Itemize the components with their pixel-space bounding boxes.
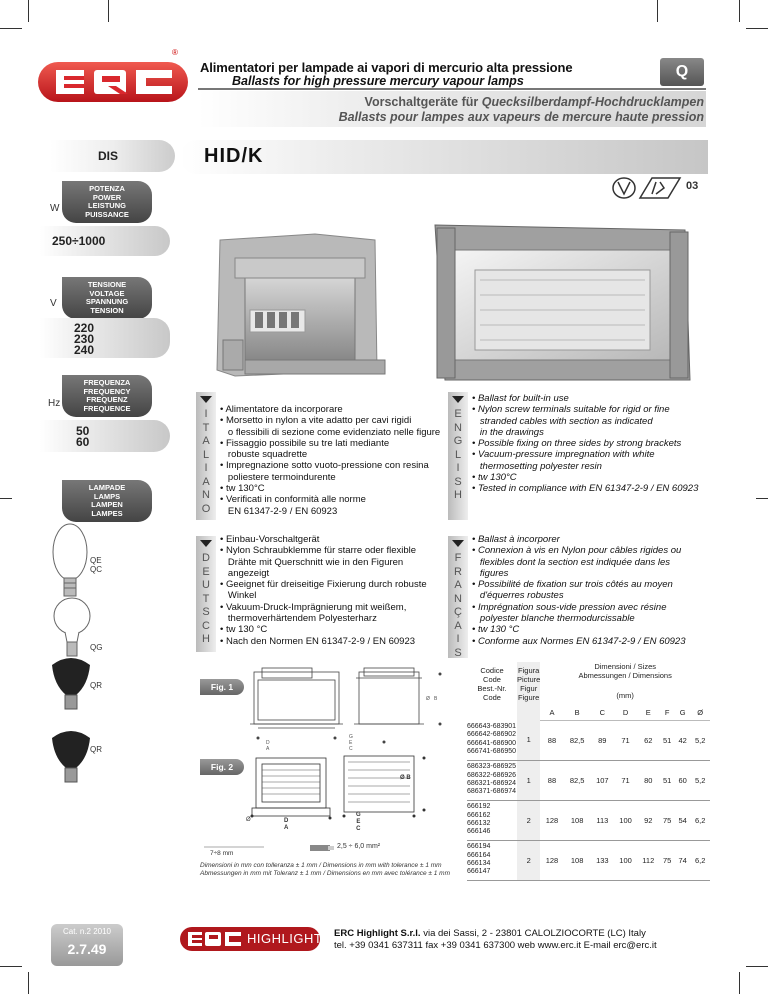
text-line: in the drawings — [472, 426, 544, 438]
dimension-value: 5,2 — [690, 720, 710, 760]
dimension-value: 107 — [591, 760, 614, 800]
power-label: POTENZA POWER LEISTUNG PUISSANCE — [62, 181, 152, 223]
dimension-value: 71 — [614, 760, 637, 800]
text-line: poliestere termoindurente — [220, 471, 336, 483]
dimension-value: 54 — [675, 800, 690, 840]
text-line: • Verificati in conformità alle norme — [220, 494, 366, 506]
frequency-unit: Hz — [48, 398, 61, 409]
lamp-reflector-icon — [50, 655, 92, 715]
fig2-label-da: D A — [284, 818, 289, 831]
page-number: 2.7.49 — [67, 941, 107, 957]
figure-number: 1 — [517, 760, 540, 800]
text-line: d'équerres robustes — [472, 590, 564, 602]
text-line: • Ballast à incorporer — [472, 534, 560, 545]
text-line: stranded cables with section as indicated — [472, 415, 653, 427]
figure-number: 2 — [517, 800, 540, 840]
power-value: 250÷1000 — [52, 234, 106, 248]
text-line: Winkel — [220, 590, 257, 602]
product-code: 686322-686926 — [467, 771, 517, 779]
header-code: Codice Code Best.-Nr. Code — [477, 666, 507, 702]
dimension-value: 88 — [540, 720, 563, 760]
product-code: 666134 — [467, 860, 491, 867]
dimension-value: 100 — [614, 800, 637, 840]
q-badge: Q — [660, 58, 704, 86]
product-code: 666741-686950 — [467, 748, 517, 756]
text-line: • Impregnazione sotto vuoto-pressione con resina — [220, 460, 429, 472]
dimension-value: 71 — [614, 720, 637, 760]
text-line: • Possibilité de fixation sur trois côtés au moyen — [472, 579, 673, 591]
language-tab-fr: F R A N Ç A I S — [448, 536, 468, 658]
product-code: 666146 — [467, 828, 491, 836]
product-code: 666192 — [467, 803, 491, 811]
lamp-ellipsoid-icon — [50, 520, 90, 600]
text-line: EN 61347-2-9 / EN 60923 — [220, 505, 338, 517]
dimension-value: 133 — [591, 840, 614, 880]
lamp-codes-4: QR — [90, 745, 102, 754]
product-band — [180, 140, 708, 174]
fig2-label-b: Ø B — [400, 775, 411, 781]
logo-highlight-text: HIGHLIGHT — [247, 931, 323, 946]
text-line: • Nylon screw terminals suitable for rigid or fine — [472, 404, 670, 416]
dimension-value: 75 — [659, 800, 674, 840]
dimension-value: 60 — [675, 760, 690, 800]
lamp-reflector-icon — [50, 728, 92, 788]
column-header: G — [675, 706, 690, 720]
erc-logo — [38, 58, 188, 106]
dimension-value: 80 — [637, 760, 659, 800]
text-line: • tw 130 °C — [472, 624, 520, 636]
strip-length: 7÷8 mm — [210, 850, 234, 857]
product-code: 666147 — [467, 868, 491, 876]
text-line: • tw 130°C — [220, 483, 265, 495]
dimension-value: 88 — [540, 760, 563, 800]
fig2-label-phi: Ø — [246, 817, 251, 823]
text-line: flexibles dont la section est indiquée dans les — [472, 556, 671, 568]
text-line: • Vakuum-Druck-Imprägnierung mit weißem, — [220, 601, 407, 613]
lamp-codes-1: QE QC — [90, 556, 102, 574]
table-row — [467, 760, 710, 800]
text-line: • Tested in compliance with EN 61347-2-9 / EN 60923 — [472, 483, 699, 495]
text-line: • Possible fixing on three sides by strong brackets — [472, 438, 682, 450]
text-line: • Nach den Normen EN 61347-2-9 / EN 60923 — [220, 635, 416, 647]
fig2-label: Fig. 2 — [200, 759, 244, 775]
text-line: • Vacuum-pressure impregnation with white — [472, 449, 655, 461]
header-unit: (mm) — [616, 690, 634, 700]
text-english — [472, 393, 698, 495]
frequency-label: FREQUENZA FREQUENCY FREQUENZ FREQUENCE — [62, 375, 152, 417]
text-line: • Imprégnation sous-vide pression avec résine — [472, 601, 667, 613]
text-line: o flessibili di sezione come evidenziato nelle figure — [220, 426, 441, 438]
product-photo — [205, 220, 695, 385]
title-italian: Alimentatori per lampade ai vapori di mercurio alta pressione — [200, 60, 573, 75]
text-line: • Connexion à vis en Nylon pour câbles rigides ou — [472, 545, 682, 557]
voltage-values: 220 230 240 — [74, 321, 95, 357]
dimension-value: 42 — [675, 720, 690, 760]
catalog-number: Cat. n.2 2010 — [62, 927, 112, 936]
text-line: robuste squadrette — [220, 449, 308, 461]
column-header: F — [659, 706, 674, 720]
text-line: • Geeignet für dreiseitige Fixierung durch robuste — [220, 579, 427, 591]
dimension-value: 75 — [659, 840, 674, 880]
dimension-value: 82,5 — [564, 760, 591, 800]
product-code: 686321-686924 — [467, 780, 517, 787]
text-line: thermoverhärtendem Polyesterharz — [220, 613, 377, 625]
cable-section: 2,5 ÷ 6,0 mm² — [337, 843, 381, 850]
product-code: 666194 — [467, 843, 491, 851]
cable-icon — [310, 842, 334, 854]
cert-number: 03 — [686, 180, 699, 192]
dimension-value: 74 — [675, 840, 690, 880]
svg-text:E: E — [349, 740, 353, 746]
product-code: 666162 — [467, 811, 491, 819]
power-unit: W — [50, 203, 60, 214]
lamp-codes-2: QG — [90, 643, 103, 652]
text-line: • Fissaggio possibile su tre lati mediante — [220, 437, 390, 449]
fig1-label: Fig. 1 — [200, 679, 244, 695]
header-dimensions: Dimensioni / Sizes Abmessungen / Dimensions — [578, 662, 672, 680]
text-italian — [220, 404, 440, 517]
dimension-value: 108 — [564, 840, 591, 880]
column-header: B — [564, 706, 591, 720]
text-line: • tw 130°C — [472, 472, 517, 484]
dimension-value: 62 — [637, 720, 659, 760]
dimension-value: 128 — [540, 840, 563, 880]
text-line: • Ballast for built-in use — [472, 393, 569, 404]
product-name: HID/K — [204, 145, 264, 167]
dimension-value: 5,2 — [690, 760, 710, 800]
column-header: Ø — [690, 706, 710, 720]
product-code: 686371-686974 — [467, 788, 517, 796]
dimension-value: 92 — [637, 800, 659, 840]
dimension-value: 51 — [659, 760, 674, 800]
figure-number: 1 — [517, 720, 540, 760]
frequency-values: 50 60 — [76, 424, 90, 449]
table-row — [467, 800, 710, 840]
text-line: figures — [472, 567, 509, 579]
column-header: E — [637, 706, 659, 720]
svg-text:A: A — [266, 746, 270, 752]
text-line: • Nylon Schraubklemme für starre oder flexible — [220, 545, 417, 557]
lamp-codes-3: QR — [90, 681, 102, 690]
figure-number: 2 — [517, 840, 540, 880]
dimensions-table — [467, 662, 710, 881]
text-french — [472, 534, 686, 647]
tolerance-note-2: Abmessungen in mm mit Toleranz ± 1 mm / Dimensions en mm avec tolérance ± 1 mm — [200, 870, 451, 877]
fig1-drawing — [244, 666, 464, 752]
lamps-label: LAMPADE LAMPS LAMPEN LAMPES — [62, 480, 152, 522]
language-tab-de: D E U T S C H — [196, 536, 216, 652]
product-code: 666643-683901 — [467, 723, 517, 731]
title-german: Vorschaltgeräte für Quecksilberdampf-Hochdrucklampen — [364, 95, 704, 109]
column-header: A — [540, 706, 563, 720]
svg-text:Ø: Ø — [426, 696, 430, 702]
language-tab-it: I T A L I A N O — [196, 392, 216, 520]
text-line: • Alimentatore da incorporare — [220, 404, 343, 415]
svg-text:B: B — [434, 696, 438, 702]
column-header: D — [614, 706, 637, 720]
dimension-value: 6,2 — [690, 800, 710, 840]
company-info: ERC Highlight S.r.l. via dei Sassi, 2 - 23801 CALOLZIOCORTE (LC) Italy tel. +39 0341 637311 fax +39 0341 637300 web www.erc.it E-mail erc@erc.it — [334, 928, 657, 951]
fig2-label-gec: G E C — [356, 812, 361, 832]
text-line: • tw 130 °C — [220, 624, 268, 636]
table-row — [467, 840, 710, 880]
text-line: • Morsetto in nylon a vite adatto per cavi rigidi — [220, 415, 412, 427]
dimension-value: 6,2 — [690, 840, 710, 880]
svg-text:D: D — [266, 740, 270, 746]
text-line: polyester blanche thermodurcissable — [472, 613, 635, 625]
title-english: Ballasts for high pressure mercury vapour lamps — [232, 74, 524, 88]
text-line: Drähte mit Querschnitt wie in den Figuren — [220, 556, 404, 568]
product-code: 686323-686925 — [467, 763, 517, 771]
title-french: Ballasts pour lampes aux vapeurs de mercure haute pression — [338, 110, 704, 124]
dis-band: DIS — [50, 140, 175, 172]
dimension-value: 51 — [659, 720, 674, 760]
catalog-badge — [51, 924, 123, 966]
svg-text:C: C — [349, 746, 353, 752]
voltage-unit: V — [50, 298, 57, 309]
dimension-value: 89 — [591, 720, 614, 760]
dimension-value: 128 — [540, 800, 563, 840]
product-code: 666164 — [467, 851, 491, 859]
text-german — [220, 534, 427, 647]
text-line: angezeigt — [220, 567, 270, 579]
product-code: 666641-686900 — [467, 739, 517, 747]
dimension-value: 100 — [614, 840, 637, 880]
product-code: 666642-686902 — [467, 731, 517, 739]
table-row — [467, 720, 710, 760]
text-line: thermosetting polyester resin — [472, 460, 602, 472]
dimension-value: 108 — [564, 800, 591, 840]
voltage-label: TENSIONE VOLTAGE SPANNUNG TENSION — [62, 277, 152, 319]
dimension-value: 82,5 — [564, 720, 591, 760]
svg-text:G: G — [349, 734, 353, 740]
column-header: C — [591, 706, 614, 720]
dimension-value: 113 — [591, 800, 614, 840]
text-line: • Conforme aux Normes EN 61347-2-9 / EN 60923 — [472, 635, 686, 647]
dimension-value: 112 — [637, 840, 659, 880]
header-figure: Figura Picture Figur Figure — [517, 662, 540, 706]
product-code: 666132 — [467, 820, 491, 827]
language-tab-en: E N G L I S H — [448, 392, 468, 520]
tolerance-note-1: Dimensioni in mm con tolleranza ± 1 mm / Dimensions in mm with tolerance ± 1 mm — [200, 862, 442, 869]
text-line: • Einbau-Vorschaltgerät — [220, 534, 320, 545]
registered-mark: ® — [172, 48, 178, 57]
